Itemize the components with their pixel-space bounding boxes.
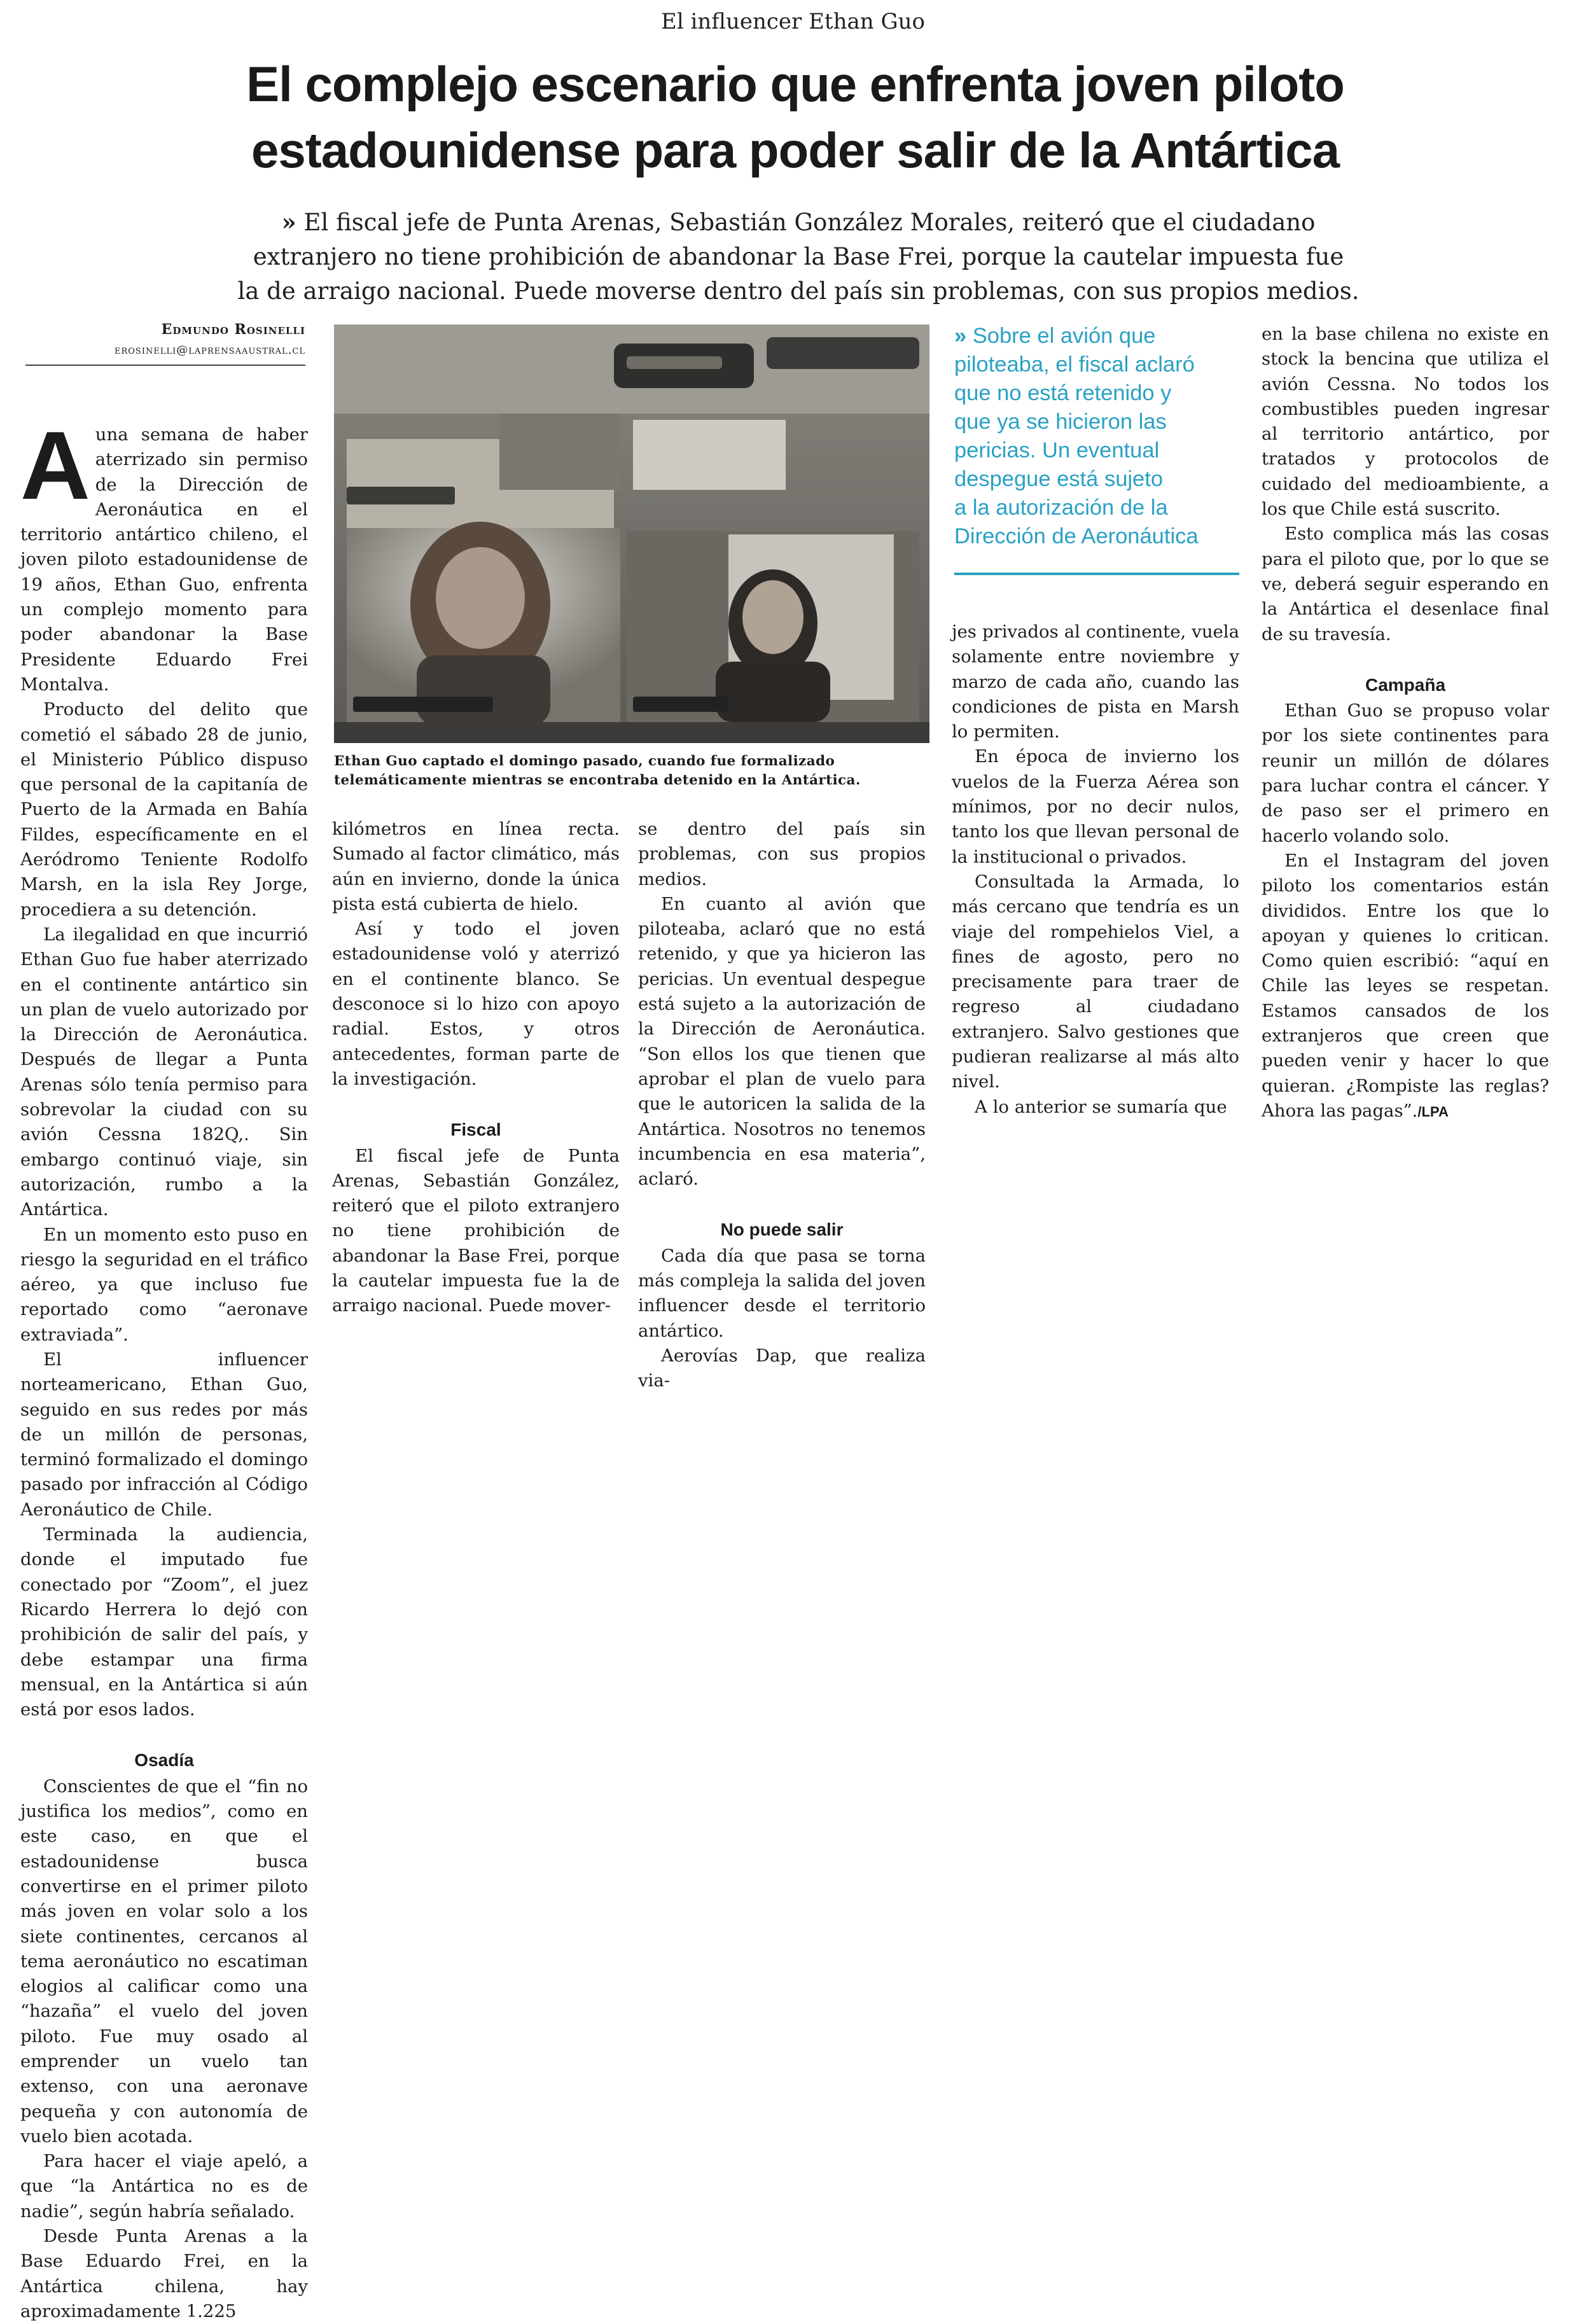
deck-line: la de arraigo nacional. Puede moverse dentro del país sin problemas, con sus propios medios.: [237, 277, 1360, 305]
headline-line: estadounidense para poder salir de la Antártica: [251, 122, 1339, 178]
article-photo: [334, 324, 929, 743]
body-paragraph: Terminada la audiencia, donde el imputado fue conectado por “Zoom”, el juez Ricardo Herrera lo dejó con prohibición de salir del país, y debe estampar una firma mensual, en la Antártica si aún está por esos lados.: [20, 1524, 308, 1720]
article-column-1: [20, 412, 308, 2324]
body-paragraph: kilómetros en línea recta. Sumado al factor climático, más aún en invierno, donde la única pista está cubierta de hielo.: [332, 819, 620, 914]
pull-quote-line: » Sobre el avión que: [954, 324, 1156, 348]
article-column-3: [638, 817, 926, 1394]
headline-line: El complejo escenario que enfrenta joven piloto: [246, 56, 1344, 112]
body-paragraph: Así y todo el joven estadounidense voló y aterrizó en el continente blanco. Se desconoce si lo hizo con apoyo radial. Estos, y otros antecedentes, forman parte de la investigación.: [332, 919, 620, 1089]
deck-line: » El fiscal jefe de Punta Arenas, Sebastián González Morales, reiteró que el ciudadano: [281, 208, 1316, 236]
byline-email: erosinelli@laprensaaustral.cl: [115, 344, 305, 357]
article-column-4: [952, 620, 1239, 1120]
subheading-fiscal: Fiscal: [450, 1120, 501, 1140]
article-column-5: [1262, 322, 1549, 1124]
article-headline: [95, 51, 1495, 183]
body-paragraph: La ilegalidad en que incurrió Ethan Guo fue haber aterrizado en el continente antártico sin un plan de vuelo autorizado por la Dirección de Aeronáutica. Después de llegar a Punta Arenas sólo tenía permiso para sobrevolar la ciudad con su avión Cessna 182Q,. Sin embargo continuó viaje, sin autorización, rumbo a la Antártica.: [20, 924, 308, 1220]
pull-quote-divider: [954, 573, 1239, 575]
body-paragraph: jes privados al continente, vuela solamente entre noviembre y marzo de cada año, cuando las condiciones de pista en Marsh lo permiten.: [952, 622, 1239, 742]
body-paragraph: En un momento esto puso en riesgo la seguridad en el tráfico aéreo, ya que incluso fue reportado como “aeronave extraviada”.: [20, 1224, 308, 1345]
byline-name: Edmundo Rosinelli: [161, 321, 305, 338]
body-paragraph: A lo anterior se sumaría que: [975, 1096, 1227, 1117]
body-paragraph: El influencer norteamericano, Ethan Guo, seguido en sus redes por más de un millón de personas, terminó formalizado el domingo pasado por infracción al Código Aeronáutico de Chile.: [20, 1349, 308, 1520]
article-signature: /LPA: [1417, 1103, 1449, 1120]
pull-quote-line: pericias. Un eventual: [954, 438, 1160, 463]
subheading-osadia: Osadía: [134, 1750, 194, 1771]
photo-caption: [334, 752, 932, 790]
caption-line: Ethan Guo captado el domingo pasado, cuando fue formalizado: [334, 753, 835, 769]
body-paragraph: Conscientes de que el “fin no justifica los medios”, como en este caso, en que el estadounidense busca convertirse en el primer piloto más joven en volar solo a los siete continentes, cercanos al tema aeronáutico no escatiman elogios al calificar como una “hazaña” el vuelo del joven piloto. Fue muy osado al emprender un vuelo tan extenso, con una aeronave pequeña y con autonomía de vuelo bien acotada.: [20, 1776, 308, 2147]
byline-divider: [25, 365, 305, 366]
body-paragraph: En cuanto al avión que piloteaba, aclaró que no está retenido, y que ya hicieron las pericias. Un eventual despegue está sujeto a la autorización de la Dirección de Aeronáutica. “Son ellos los que tienen que aprobar el plan de vuelo para que le autoricen la salida de la Antártica. Nosotros no tenemos incumbencia en esa materia”, aclaró.: [638, 893, 926, 1190]
article-deck: [216, 205, 1381, 309]
pull-quote-line: que ya se hicieron las: [954, 410, 1167, 434]
body-paragraph: Para hacer el viaje apeló, a que “la Antártica no es de nadie”, según habría señalado.: [20, 2151, 308, 2222]
chevron-right-icon: »: [281, 208, 296, 236]
body-paragraph: En el Instagram del joven piloto los comentarios están divididos. Entre los que lo apoyan y quienes lo critican. Como quien escribió: “aquí en Chile las leyes se respetan. Estamos cansados de los extranjeros que creen que pueden venir y hacer lo que quieran. ¿Rompiste las reglas? Ahora las pagas”./LPA: [1262, 850, 1549, 1121]
body-paragraph: En época de invierno los vuelos de la Fuerza Aérea son mínimos, por no decir nulos, tanto los que llevan personal de la institucional o privados.: [952, 746, 1239, 867]
body-paragraph: Desde Punta Arenas a la Base Eduardo Frei, en la Antártica chilena, hay aproximadamente 1.225: [20, 2226, 308, 2321]
body-paragraph: en la base chilena no existe en stock la bencina que utiliza el avión Cessna. No todos los combustibles pueden ingresar al territorio antártico, por tratados y protocolos de cuidado del medioambiente, a los que Chile está suscrito.: [1262, 324, 1549, 520]
body-paragraph: Producto del delito que cometió el sábado 28 de junio, el Ministerio Público dispuso que personal de la capitanía de Puerto de la Armada en Bahía Fildes, específicamente en el Aeródromo Teniente Rodolfo Marsh, en la isla Rey Jorge, procediera a su detención.: [20, 699, 308, 920]
caption-line: telemáticamente mientras se encontraba detenido en la Antártica.: [334, 772, 861, 788]
pull-quote-line: despegue está sujeto: [954, 467, 1164, 491]
body-paragraph: se dentro del país sin problemas, con sus propios medios.: [638, 819, 926, 889]
pull-quote-line: Dirección de Aeronáutica: [954, 524, 1199, 548]
article-column-2: [332, 817, 620, 1319]
video-call-image: [334, 324, 929, 743]
body-paragraph: El fiscal jefe de Punta Arenas, Sebastián González, reiteró que el piloto extranjero no tiene prohibición de abandonar la Base Frei, porque la cautelar impuesta fue la de arraigo nacional. Puede mover-: [332, 1145, 620, 1316]
article-kicker: El influencer Ethan Guo: [661, 9, 925, 34]
body-paragraph: Aerovías Dap, que realiza via-: [638, 1345, 926, 1391]
subheading-campana: Campaña: [1365, 674, 1446, 695]
chevron-right-icon: »: [954, 324, 967, 348]
body-paragraph: Consultada la Armada, lo más cercano que tendría es un viaje del rompehielos Viel, a fines de agosto, pero no precisamente para traer de regreso al ciudadano extranjero. Salvo gestiones que pudieran realizarse al más alto nivel.: [952, 871, 1239, 1092]
pull-quote: [954, 322, 1239, 551]
pull-quote-line: que no está retenido y: [954, 381, 1172, 405]
pull-quote-line: piloteaba, el fiscal aclaró: [954, 352, 1195, 377]
body-paragraph: Cada día que pasa se torna más compleja la salida del joven influencer desde el territorio antártico.: [638, 1245, 926, 1341]
pull-quote-line: a la autorización de la: [954, 496, 1168, 520]
body-paragraph: Ethan Guo se propuso volar por los siete continentes para reunir un millón de dólares para luchar contra el cáncer. Y de paso ser el primero en hacerlo volando solo.: [1262, 700, 1549, 846]
deck-line: extranjero no tiene prohibición de abandonar la Base Frei, porque la cautelar impuesta fue: [253, 243, 1344, 270]
body-paragraph: Esto complica más las cosas para el piloto que, por lo que se ve, deberá seguir esperando en la Antártica el desenlace final de su travesía.: [1262, 524, 1549, 644]
dropcap: A: [20, 412, 90, 520]
subheading-no-puede-salir: No puede salir: [720, 1220, 844, 1240]
lead-paragraph: A una semana de haber aterrizado sin permiso de la Dirección de Aeronáutica en el territorio antártico chileno, el joven piloto estadounidense de 19 años, Ethan Guo, enfrenta un complejo momento para poder abandonar la Base Presidente Eduardo Frei Montalva.: [20, 412, 308, 695]
